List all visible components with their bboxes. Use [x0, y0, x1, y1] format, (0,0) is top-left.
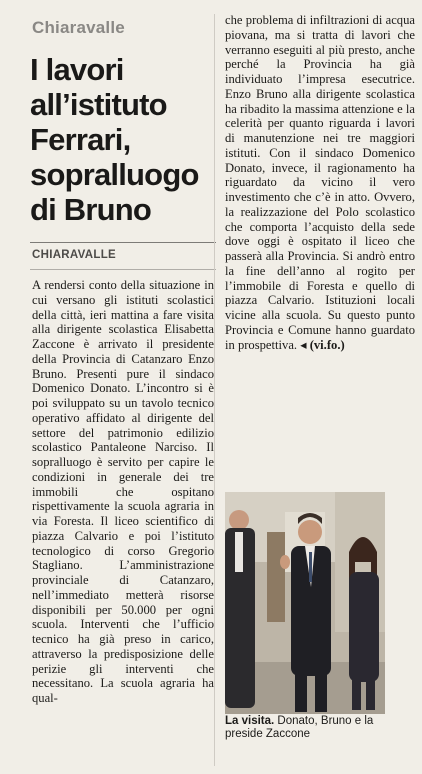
- byline: (vi.fo.): [309, 337, 345, 352]
- article-photo: [225, 492, 385, 714]
- article-body-right-text: che problema di infiltrazioni di acqua piovana, ma si tratta di lavori che verranno eseguiti al più presto, anche perché la Provincia ha già individuato l’impresa esecutrice. Enzo Bruno alla dirigente scolastica ha ribadito la massima attenzione e la celerità per quanto riguarda i lavori di manutenzione nei tre maggiori istituti. Con il sindaco Domenico Donato, invece, il ragionamento ha riguardato da vicino il vero investimento che c’è in atto. Ovvero, la realizzazione del Polo scolastico che comporta l’acquisto della sede dove oggi è ospitato il liceo che passerà alla Provincia. Si andrò entro la fine dell’anno al rogito per l’immobile di Foresta e quello di piazza Calvario. Istituzioni locali vicine alla scuola. Su questo punto Provincia e Comune hanno guardato in prospettiva. ◂: [225, 13, 415, 352]
- article-headline: I lavori all’istituto Ferrari, sopralluogo di Bruno: [30, 52, 199, 227]
- article-body-right: [225, 13, 415, 352]
- headline-rule: [30, 242, 216, 243]
- photo-caption: [225, 715, 395, 741]
- right-column: [225, 13, 415, 352]
- dateline-rule: [30, 269, 216, 270]
- article-body-left: A rendersi conto della situazione in cui versano gli istituti scolastici della città, ieri mattina a fare visita alla dirigente scolastica Elisabetta Zaccone è arrivato il presidente della Provincia di Catanzaro Enzo Bruno. Presenti pure il sindaco Domenico Donato. L’incontro si è poi sviluppato su un tavolo tecnico operativo affidato al dirigente del settore del patrimonio edilizio scolastico Pantaleone Narciso. Il sopralluogo è servito per capire le condizioni in generale dei tre immobili che ospitano rispettivamente la scuola agraria in via Foresta. Il liceo scientifico di piazza Calvario e poi l’istituto tecnologico di corso Gregorio Stagliano. L’amministrazione provinciale di Catanzaro, nell’immediato metterà risorse disponibili per 50.000 per ogni scuola. Interventi che l’ufficio tecnico ha già preso in carico, attraverso la predisposizione delle perizie gli interventi che necessitano. La scuola agraria ha qual-: [32, 278, 214, 705]
- caption-text: Donato, Bruno e la preside Zaccone: [225, 715, 374, 740]
- section-kicker: Chiaravalle: [32, 18, 125, 37]
- dateline: CHIARAVALLE: [32, 249, 117, 261]
- column-divider: [214, 14, 215, 766]
- left-column: [22, 18, 215, 706]
- caption-lead: La visita.: [225, 715, 275, 727]
